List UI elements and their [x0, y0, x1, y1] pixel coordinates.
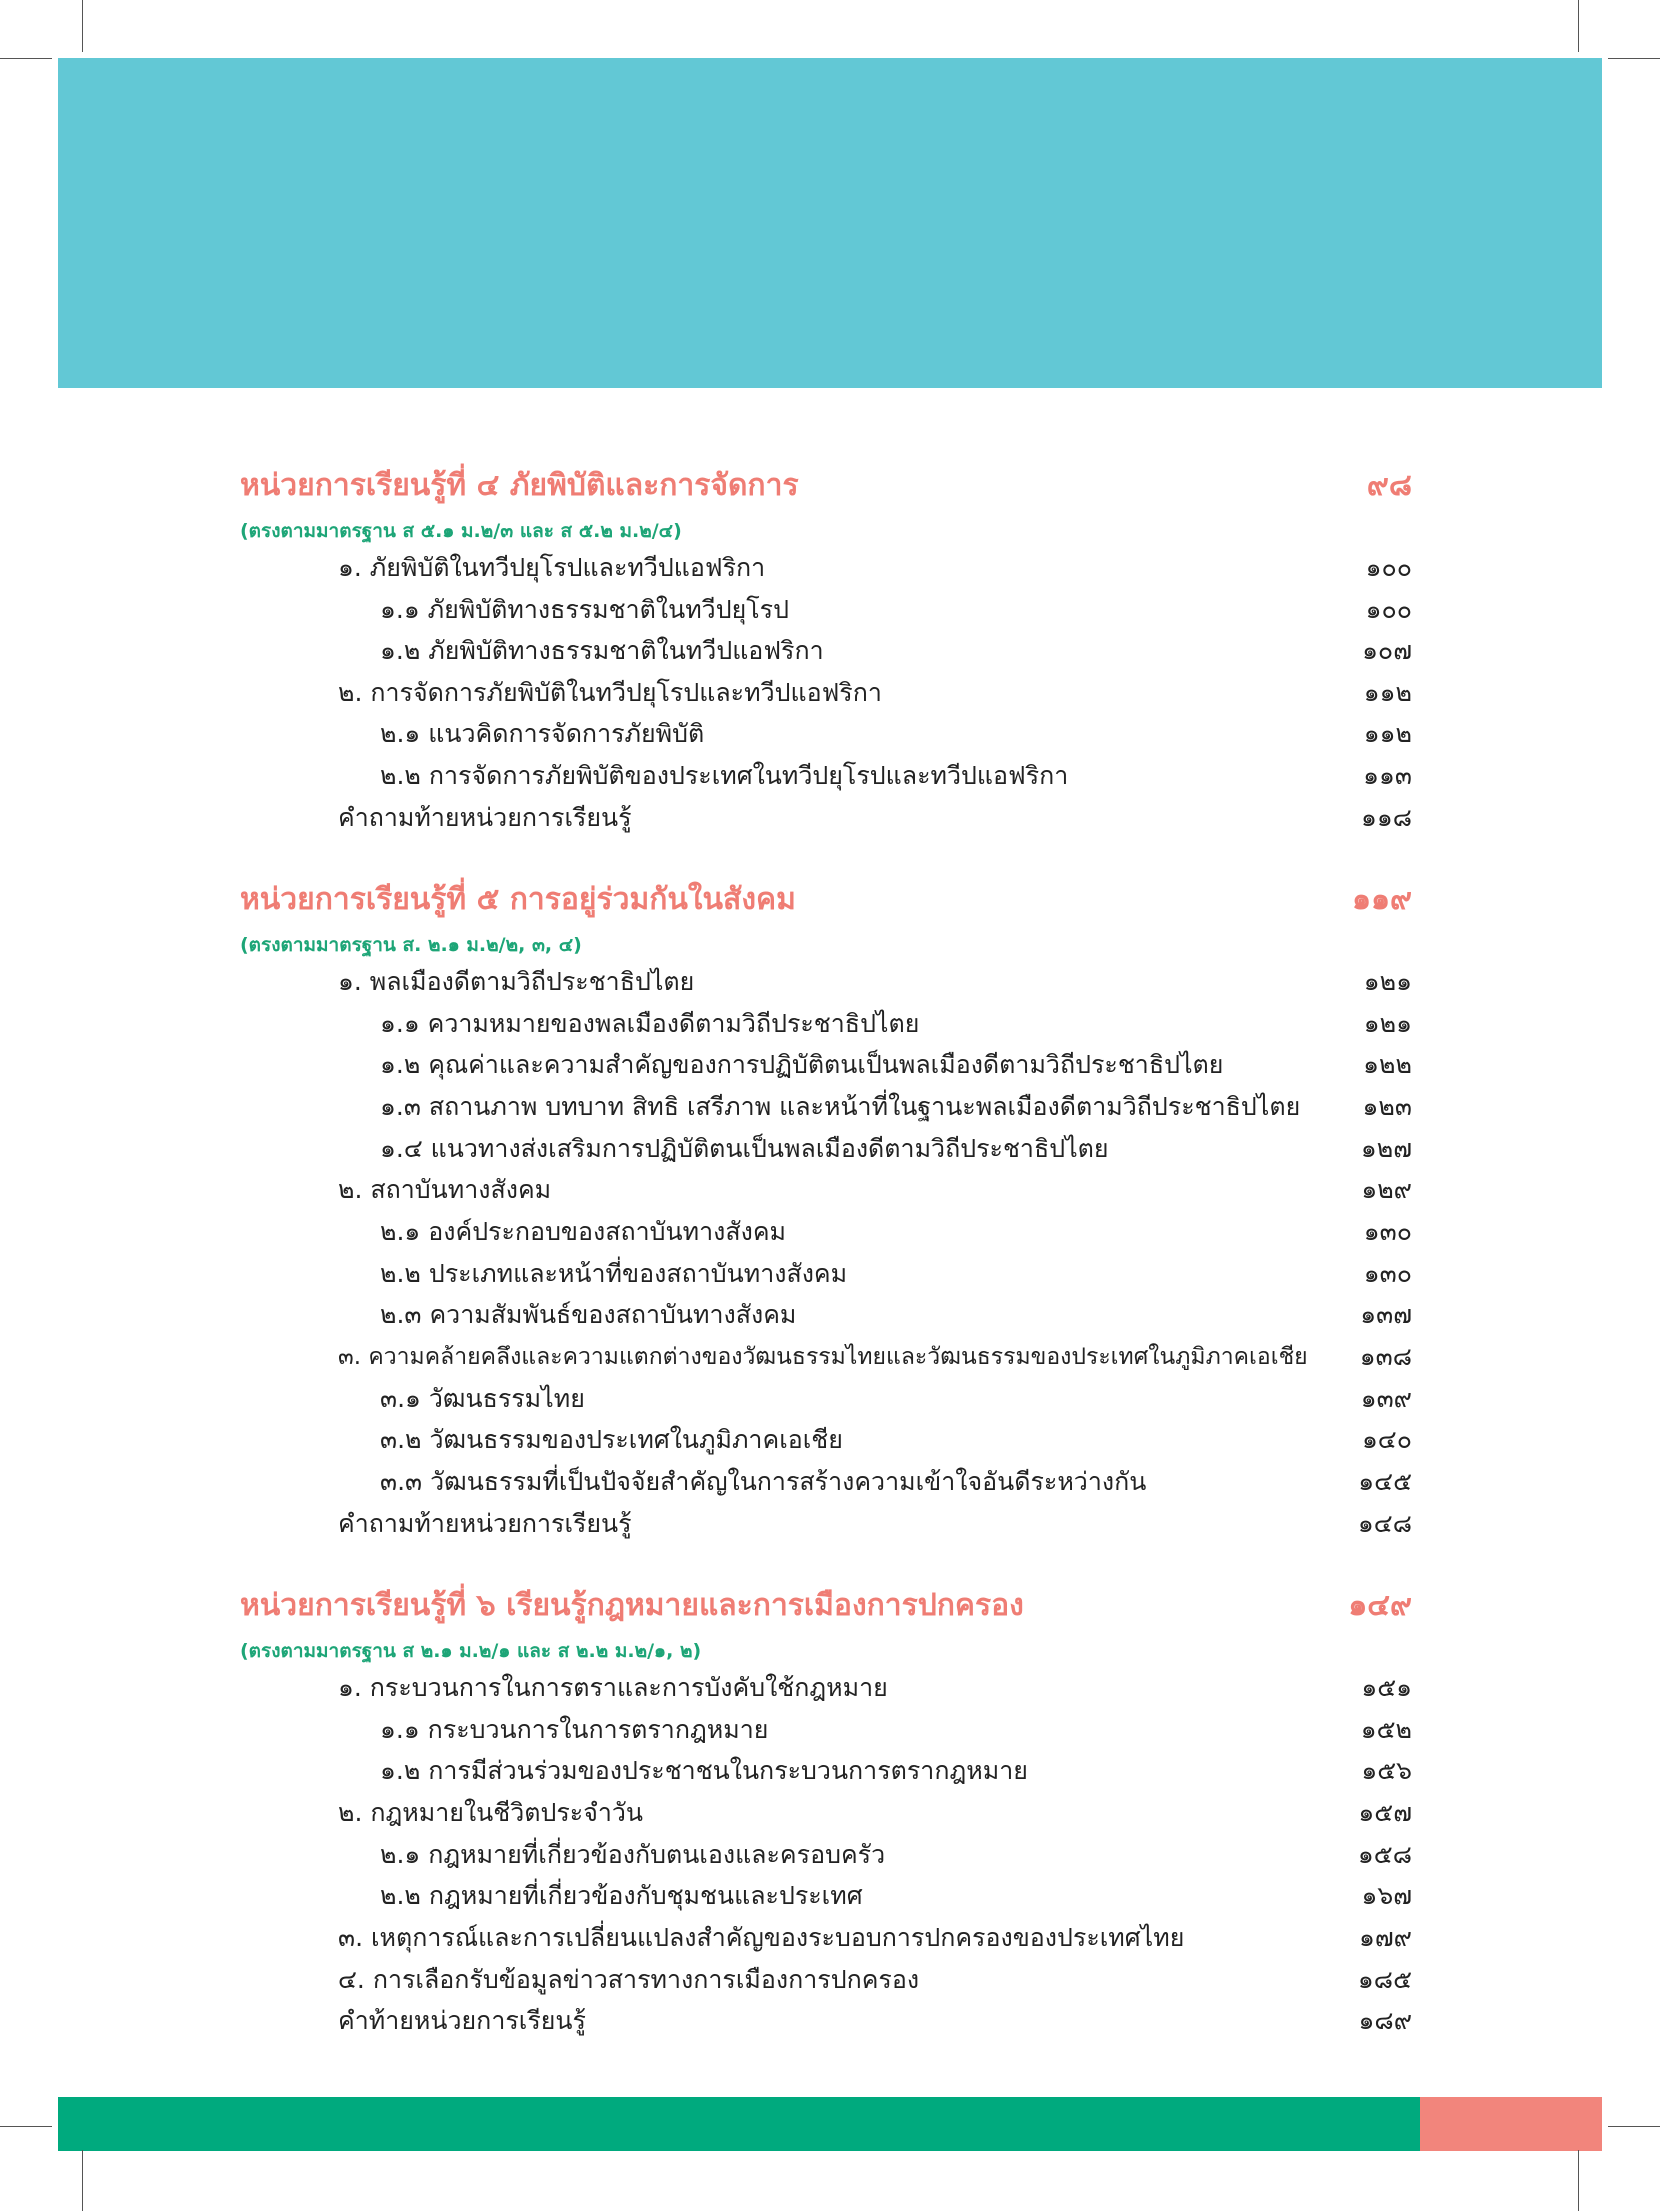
toc-item-page: ๑๑๘: [1360, 803, 1412, 832]
toc-item-text: ๓.๑ วัฒนธรรมไทย: [380, 1384, 585, 1413]
toc-item: [338, 965, 1412, 999]
crop-mark: [1608, 2126, 1660, 2127]
toc-item-text: คำท้ายหน่วยการเรียนรู้: [338, 2006, 586, 2035]
unit-page: ๑๑๙: [1351, 882, 1412, 917]
toc-item-page: ๑๕๖: [1361, 1756, 1412, 1785]
toc-item: [380, 593, 1412, 627]
toc-item-page: ๑๒๗: [1360, 1134, 1412, 1163]
toc-item-page: ๑๐๐: [1365, 595, 1412, 624]
toc-item: [338, 1340, 1412, 1374]
toc-item-text: ๓. เหตุการณ์และการเปลี่ยนแปลงสำคัญของระบอบการปกครองของประเทศไทย: [338, 1923, 1185, 1952]
toc-item-text: ๒.๓ ความสัมพันธ์ของสถาบันทางสังคม: [380, 1300, 797, 1329]
toc-item-page: ๑๖๗: [1361, 1881, 1412, 1910]
toc-item-page: ๑๓๗: [1360, 1300, 1412, 1329]
crop-mark: [0, 58, 52, 59]
toc-item: [380, 634, 1412, 668]
crop-mark: [82, 0, 83, 52]
unit-standard: (ตรงตามมาตรฐาน ส ๕.๑ ม.๒/๓ และ ส ๕.๒ ม.๒/๔): [240, 520, 682, 542]
toc-item-page: ๑๓๐: [1363, 1217, 1412, 1246]
crop-mark: [1578, 0, 1579, 52]
toc-item: [338, 1921, 1412, 1955]
toc-item-text: ๓.๓ วัฒนธรรมที่เป็นปัจจัยสำคัญในการสร้างความเข้าใจอันดีระหว่างกัน: [380, 1467, 1147, 1496]
toc-item: [380, 1713, 1412, 1747]
toc-item-text: คำถามท้ายหน่วยการเรียนรู้: [338, 803, 632, 832]
toc-item-page: ๑๐๗: [1362, 636, 1412, 665]
header-band: [58, 58, 1602, 388]
toc-item-text: ๑.๑ ภัยพิบัติทางธรรมชาติในทวีปยุโรป: [380, 595, 789, 624]
unit-heading: [240, 1582, 1412, 1629]
toc-item-page: ๑๓๐: [1363, 1259, 1412, 1288]
toc-item: [380, 1007, 1412, 1041]
toc-item-page: ๑๔๕: [1358, 1467, 1412, 1496]
toc-item: [380, 1090, 1412, 1124]
crop-mark: [0, 2126, 52, 2127]
toc-item: [380, 1838, 1412, 1872]
toc-item-page: ๑๕๑: [1361, 1673, 1412, 1702]
toc-item-text: ๑. ภัยพิบัติในทวีปยุโรปและทวีปแอฟริกา: [338, 553, 766, 582]
toc-item-page: ๑๓๘: [1359, 1342, 1412, 1371]
toc-item: [338, 2004, 1412, 2038]
toc-item-text: ๒.๒ การจัดการภัยพิบัติของประเทศในทวีปยุโรปและทวีปแอฟริกา: [380, 761, 1069, 790]
toc-item-text: ๒.๑ องค์ประกอบของสถาบันทางสังคม: [380, 1217, 787, 1246]
toc-item-page: ๑๗๙: [1359, 1923, 1412, 1952]
toc-item: [338, 1507, 1412, 1541]
toc-item-text: ๓.๒ วัฒนธรรมของประเทศในภูมิภาคเอเชีย: [380, 1425, 843, 1454]
toc-item-text: คำถามท้ายหน่วยการเรียนรู้: [338, 1509, 632, 1538]
toc-item-page: ๑๕๗: [1358, 1798, 1412, 1827]
toc-item: [380, 1423, 1412, 1457]
toc-item-page: ๑๒๑: [1363, 1009, 1412, 1038]
toc-item-text: ๑. กระบวนการในการตราและการบังคับใช้กฎหมาย: [338, 1673, 888, 1702]
toc-item: [338, 801, 1412, 835]
toc-item: [338, 1671, 1412, 1705]
unit-standard: (ตรงตามมาตรฐาน ส. ๒.๑ ม.๒/๒, ๓, ๔): [240, 934, 582, 956]
toc-item-page: ๑๑๒: [1363, 719, 1412, 748]
toc-item: [380, 1257, 1412, 1291]
toc-item-text: ๒.๒ ประเภทและหน้าที่ของสถาบันทางสังคม: [380, 1259, 848, 1288]
toc-item: [380, 1048, 1412, 1082]
toc-item-page: ๑๑๒: [1363, 678, 1412, 707]
toc-item-page: ๑๘๙: [1358, 2006, 1412, 2035]
toc-item-text: ๒. สถาบันทางสังคม: [338, 1175, 552, 1204]
unit-heading: [240, 876, 1412, 923]
toc-item-text: ๑.๓ สถานภาพ บทบาท สิทธิ เสรีภาพ และหน้าที่ในฐานะพลเมืองดีตามวิถีประชาธิปไตย: [380, 1092, 1301, 1121]
toc-item: [338, 1963, 1412, 1997]
toc-item-text: ๔. การเลือกรับข้อมูลข่าวสารทางการเมืองการปกครอง: [338, 1965, 920, 1994]
toc-item-page: ๑๐๐: [1365, 553, 1412, 582]
unit-title: หน่วยการเรียนรู้ที่ ๕ การอยู่ร่วมกันในสังคม: [240, 882, 796, 917]
toc-item-text: ๑. พลเมืองดีตามวิถีประชาธิปไตย: [338, 967, 695, 996]
toc-item-page: ๑๕๒: [1360, 1715, 1412, 1744]
unit-title: หน่วยการเรียนรู้ที่ ๖ เรียนรู้กฎหมายและการเมืองการปกครอง: [240, 1588, 1024, 1623]
toc-item: [380, 1215, 1412, 1249]
toc-item-text: ๒.๑ แนวคิดการจัดการภัยพิบัติ: [380, 719, 705, 748]
toc-item-page: ๑๑๓: [1363, 761, 1412, 790]
toc-item-text: ๑.๒ คุณค่าและความสำคัญของการปฏิบัติตนเป็นพลเมืองดีตามวิถีประชาธิปไตย: [380, 1050, 1224, 1079]
unit-page: ๙๘: [1366, 468, 1412, 503]
footer-accent: [1420, 2097, 1602, 2151]
toc-item-page: ๑๒๓: [1362, 1092, 1412, 1121]
toc-item-page: ๑๒๑: [1363, 967, 1412, 996]
toc-item-page: ๑๒๙: [1361, 1175, 1412, 1204]
toc-item: [338, 1796, 1412, 1830]
toc-item-page: ๑๒๒: [1363, 1050, 1412, 1079]
toc-item: [380, 1298, 1412, 1332]
unit-page: ๑๔๙: [1348, 1588, 1412, 1623]
toc-item-page: ๑๕๘: [1357, 1840, 1412, 1869]
unit-heading: [240, 462, 1412, 509]
toc-item: [380, 1754, 1412, 1788]
toc-item-page: ๑๔๘: [1357, 1509, 1412, 1538]
toc-item-text: ๑.๔ แนวทางส่งเสริมการปฏิบัติตนเป็นพลเมืองดีตามวิถีประชาธิปไตย: [380, 1134, 1109, 1163]
footer-band: [58, 2097, 1420, 2151]
toc-item-text: ๒.๒ กฎหมายที่เกี่ยวข้องกับชุมชนและประเทศ: [380, 1881, 863, 1910]
toc-item: [380, 759, 1412, 793]
toc-item-text: ๑.๒ ภัยพิบัติทางธรรมชาติในทวีปแอฟริกา: [380, 636, 824, 665]
unit-standard: (ตรงตามมาตรฐาน ส ๒.๑ ม.๒/๑ และ ส ๒.๒ ม.๒/๑, ๒): [240, 1640, 702, 1662]
unit-title: หน่วยการเรียนรู้ที่ ๔ ภัยพิบัติและการจัดการ: [240, 468, 799, 503]
toc-item-text: ๒. การจัดการภัยพิบัติในทวีปยุโรปและทวีปแอฟริกา: [338, 678, 882, 707]
toc-item: [380, 1465, 1412, 1499]
toc-item-text: ๑.๒ การมีส่วนร่วมของประชาชนในกระบวนการตรากฎหมาย: [380, 1756, 1028, 1785]
toc-item: [338, 551, 1412, 585]
toc-item: [338, 1173, 1412, 1207]
toc-item: [380, 1382, 1412, 1416]
toc-item-text: ๒.๑ กฎหมายที่เกี่ยวข้องกับตนเองและครอบครัว: [380, 1840, 886, 1869]
toc-item-text: ๑.๑ ความหมายของพลเมืองดีตามวิถีประชาธิปไตย: [380, 1009, 920, 1038]
toc-item: [380, 1132, 1412, 1166]
toc-item-page: ๑๘๕: [1357, 1965, 1412, 1994]
crop-mark: [1578, 2150, 1579, 2211]
toc-item-page: ๑๔๐: [1361, 1425, 1412, 1454]
crop-mark: [82, 2150, 83, 2211]
crop-mark: [1608, 58, 1660, 59]
toc-item: [380, 1879, 1412, 1913]
toc-item-text: ๒. กฎหมายในชีวิตประจำวัน: [338, 1798, 644, 1827]
toc-item-page: ๑๓๙: [1360, 1384, 1412, 1413]
toc-item-text: ๓. ความคล้ายคลึงและความแตกต่างของวัฒนธรรมไทยและวัฒนธรรมของประเทศในภูมิภาคเอเชีย: [338, 1344, 1308, 1370]
toc-item-text: ๑.๑ กระบวนการในการตรากฎหมาย: [380, 1715, 769, 1744]
toc-item: [380, 717, 1412, 751]
toc-item: [338, 676, 1412, 710]
